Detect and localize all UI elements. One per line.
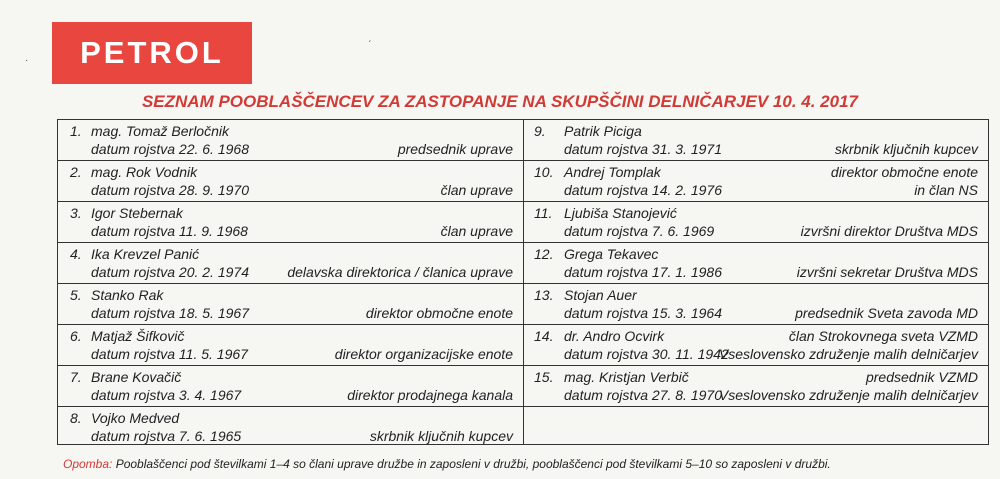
proxy-number: 13. xyxy=(534,287,554,303)
proxy-name: Igor Stebernak xyxy=(91,205,183,221)
proxy-number: 14. xyxy=(534,328,554,344)
proxy-cell-left xyxy=(58,407,524,445)
proxy-cell-left xyxy=(58,366,524,407)
proxy-number: 1. xyxy=(70,123,82,139)
proxy-cell-left xyxy=(58,325,524,366)
proxy-name: mag. Kristjan Verbič xyxy=(564,369,689,385)
proxy-cell-right xyxy=(524,407,989,445)
proxy-role: skrbnik ključnih kupcev xyxy=(369,428,513,444)
proxy-cell-right xyxy=(524,243,989,284)
proxy-name: Grega Tekavec xyxy=(564,246,659,262)
proxy-number: 15. xyxy=(534,369,554,385)
proxy-number: 6. xyxy=(70,328,82,344)
proxy-cell-left xyxy=(58,202,524,243)
proxy-role: predsednik uprave xyxy=(397,141,513,157)
proxy-birth-date: datum rojstva 15. 3. 1964 xyxy=(564,305,722,321)
proxy-cell-right xyxy=(524,366,989,407)
proxy-name: Vojko Medved xyxy=(91,410,180,426)
table-row xyxy=(58,366,989,407)
proxy-role: in član NS xyxy=(914,182,978,198)
proxy-birth-date: datum rojstva 11. 5. 1967 xyxy=(91,346,248,362)
logo-text: PETROL xyxy=(80,35,224,70)
proxy-cell-left xyxy=(58,284,524,325)
proxy-name: mag. Rok Vodnik xyxy=(91,164,198,180)
proxy-cell-left xyxy=(58,120,524,161)
proxy-role: direktor organizacijske enote xyxy=(334,346,513,362)
proxy-number: 7. xyxy=(70,369,82,385)
table-row xyxy=(58,202,989,243)
proxy-cell-right xyxy=(524,284,989,325)
proxy-cell-left xyxy=(58,243,524,284)
proxy-birth-date: datum rojstva 18. 5. 1967 xyxy=(91,305,249,321)
document-title: SEZNAM POOBLAŠČENCEV ZA ZASTOPANJE NA SKUPŠČINI DELNIČARJEV 10. 4. 2017 xyxy=(141,92,859,111)
proxy-birth-date: datum rojstva 31. 3. 1971 xyxy=(564,141,722,157)
table-row xyxy=(58,120,989,161)
proxy-number: 9. xyxy=(534,123,546,139)
proxy-birth-date: datum rojstva 14. 2. 1976 xyxy=(564,182,722,198)
proxy-name: dr. Andro Ocvirk xyxy=(564,328,665,344)
proxy-birth-date: datum rojstva 20. 2. 1974 xyxy=(91,264,249,280)
footnote-text: Pooblaščenci pod številkami 1–4 so člani uprave družbe in zaposleni v družbi, pooblaščenci pod številkami 5–10 so zaposleni v družbi. xyxy=(112,457,831,471)
table-row xyxy=(58,407,989,445)
proxy-number: 11. xyxy=(534,205,553,221)
proxy-birth-date: datum rojstva 30. 11. 1942 xyxy=(564,346,729,362)
proxy-role: predsednik Sveta zavoda MD xyxy=(795,305,978,321)
proxy-role-line1: direktor območne enote xyxy=(830,164,978,180)
proxy-name: Ljubiša Stanojević xyxy=(564,205,677,221)
proxy-role-line1: predsednik VZMD xyxy=(865,369,978,385)
proxy-role: skrbnik ključnih kupcev xyxy=(834,141,978,157)
scan-mark: · xyxy=(25,55,29,66)
proxy-birth-date: datum rojstva 11. 9. 1968 xyxy=(91,223,248,239)
proxy-role: izvršni sekretar Društva MDS xyxy=(796,264,978,280)
proxy-table xyxy=(57,119,989,445)
proxy-cell-right xyxy=(524,325,989,366)
proxy-role: izvršni direktor Društva MDS xyxy=(800,223,978,239)
proxy-birth-date: datum rojstva 28. 9. 1970 xyxy=(91,182,249,198)
proxy-number: 5. xyxy=(70,287,82,303)
table-row xyxy=(58,243,989,284)
proxy-role: Vseslovensko združenje malih delničarjev xyxy=(718,346,978,362)
proxy-number: 8. xyxy=(70,410,82,426)
proxy-cell-right xyxy=(524,120,989,161)
proxy-number: 3. xyxy=(70,205,82,221)
proxy-birth-date: datum rojstva 7. 6. 1969 xyxy=(564,223,715,239)
proxy-name: mag. Tomaž Berločnik xyxy=(91,123,229,139)
proxy-role: član uprave xyxy=(440,223,513,239)
proxy-role-line1: član Strokovnega sveta VZMD xyxy=(788,328,978,344)
proxy-number: 12. xyxy=(534,246,554,262)
proxy-name: Patrik Piciga xyxy=(564,123,642,139)
proxy-cell-left xyxy=(58,161,524,202)
proxy-number: 2. xyxy=(70,164,82,180)
proxy-name: Stojan Auer xyxy=(564,287,637,303)
proxy-role: direktor prodajnega kanala xyxy=(347,387,513,403)
proxy-name: Matjaž Šifkovič xyxy=(91,328,185,344)
proxy-name: Andrej Tomplak xyxy=(564,164,661,180)
proxy-role: delavska direktorica / članica uprave xyxy=(287,264,513,280)
footnote xyxy=(63,457,831,471)
proxy-cell-right xyxy=(524,202,989,243)
table-row xyxy=(58,325,989,366)
proxy-birth-date: datum rojstva 3. 4. 1967 xyxy=(91,387,242,403)
proxy-name: Brane Kovačič xyxy=(91,369,182,385)
proxy-birth-date: datum rojstva 7. 6. 1965 xyxy=(91,428,242,444)
footnote-label: Opomba: xyxy=(63,457,113,471)
proxy-name: Stanko Rak xyxy=(91,287,164,303)
proxy-role: direktor območne enote xyxy=(365,305,513,321)
proxy-birth-date: datum rojstva 27. 8. 1970 xyxy=(564,387,722,403)
petrol-logo xyxy=(52,22,252,84)
proxy-number: 4. xyxy=(70,246,82,262)
proxy-role: Vseslovensko združenje malih delničarjev xyxy=(718,387,978,403)
proxy-birth-date: datum rojstva 17. 1. 1986 xyxy=(564,264,722,280)
proxy-cell-right xyxy=(524,161,989,202)
scan-mark: ˊ xyxy=(368,40,372,51)
proxy-number: 10. xyxy=(534,164,554,180)
proxy-role: član uprave xyxy=(440,182,513,198)
proxy-name: Ika Krevzel Panić xyxy=(91,246,200,262)
table-row xyxy=(58,161,989,202)
proxy-birth-date: datum rojstva 22. 6. 1968 xyxy=(91,141,249,157)
table-row xyxy=(58,284,989,325)
